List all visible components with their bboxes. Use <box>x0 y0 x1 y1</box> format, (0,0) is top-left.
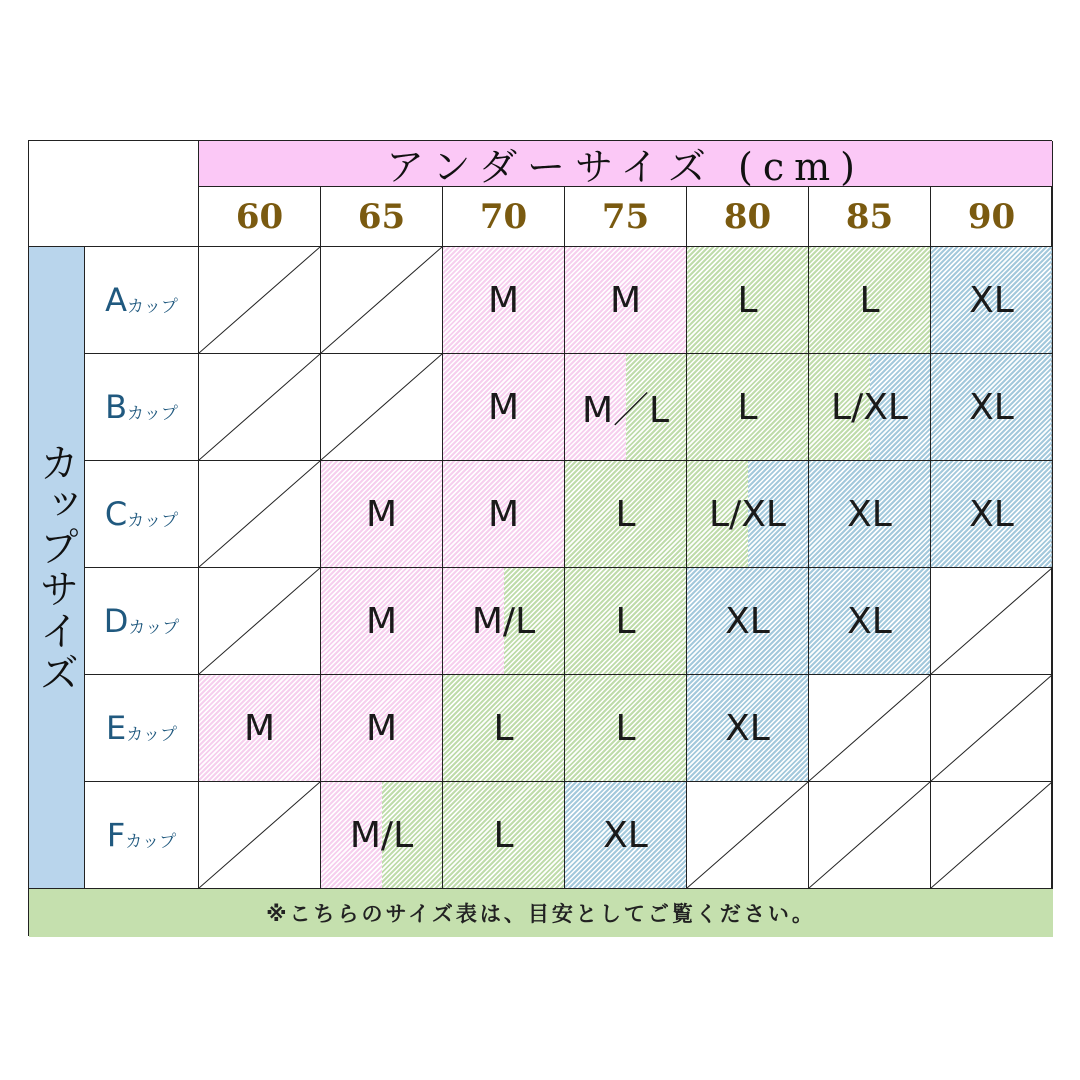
size-cell-a-75 <box>565 247 687 354</box>
size-value: L <box>615 493 636 535</box>
size-cell-c-85 <box>809 461 931 568</box>
cup-label-a <box>85 247 199 354</box>
size-cell-e-70 <box>443 675 565 782</box>
size-value: M <box>609 279 642 321</box>
empty-cell-b-65 <box>321 354 443 461</box>
size-value: L <box>493 707 514 749</box>
size-value: XL <box>847 493 892 535</box>
size-value: XL <box>969 493 1014 535</box>
cup-suffix: カップ <box>128 617 180 638</box>
size-value: L <box>493 814 514 856</box>
size-value: L/XL <box>831 386 908 428</box>
size-value: M <box>365 493 398 535</box>
size-cell-c-90 <box>931 461 1053 568</box>
size-value: XL <box>969 279 1014 321</box>
empty-cell-e-90 <box>931 675 1053 782</box>
size-value: M <box>365 600 398 642</box>
size-cell-f-70 <box>443 782 565 889</box>
size-value: M <box>487 493 520 535</box>
cup-suffix: カップ <box>126 724 178 745</box>
cup-size-title: カップサイズ <box>29 247 85 889</box>
under-size-75: 75 <box>565 187 687 247</box>
size-value: L <box>615 707 636 749</box>
size-cell-a-85 <box>809 247 931 354</box>
size-cell-e-75 <box>565 675 687 782</box>
not-available-slash <box>321 354 442 460</box>
size-cell-b-90 <box>931 354 1053 461</box>
size-cell-b-70 <box>443 354 565 461</box>
corner-cell <box>29 141 199 247</box>
not-available-slash <box>809 675 930 781</box>
size-cell-c-65 <box>321 461 443 568</box>
size-cell-d-65 <box>321 568 443 675</box>
cup-letter: F <box>106 816 126 854</box>
size-value: L <box>859 279 880 321</box>
size-cell-a-70 <box>443 247 565 354</box>
size-value: M <box>243 707 276 749</box>
size-value: M <box>487 386 520 428</box>
empty-cell-a-60 <box>199 247 321 354</box>
size-value: L <box>737 279 758 321</box>
not-available-slash <box>931 675 1052 781</box>
size-value: M <box>487 279 520 321</box>
cup-suffix: カップ <box>127 510 179 531</box>
cup-label-e <box>85 675 199 782</box>
size-cell-d-85 <box>809 568 931 675</box>
size-cell-e-60 <box>199 675 321 782</box>
size-value: M <box>365 707 398 749</box>
cup-suffix: カップ <box>125 831 177 852</box>
empty-cell-f-80 <box>687 782 809 889</box>
size-cell-f-75 <box>565 782 687 889</box>
size-cell-d-75 <box>565 568 687 675</box>
empty-cell-f-90 <box>931 782 1053 889</box>
cup-letter: B <box>105 388 128 426</box>
under-size-80: 80 <box>687 187 809 247</box>
cup-letter: D <box>103 602 129 640</box>
size-value: XL <box>969 386 1014 428</box>
size-chart <box>28 140 1052 936</box>
cup-label-d <box>85 568 199 675</box>
under-size-65: 65 <box>321 187 443 247</box>
size-cell-f-65 <box>321 782 443 889</box>
not-available-slash <box>199 354 320 460</box>
size-value: M/L <box>471 600 536 642</box>
under-size-60: 60 <box>199 187 321 247</box>
size-cell-b-75 <box>565 354 687 461</box>
empty-cell-f-85 <box>809 782 931 889</box>
not-available-slash <box>931 568 1052 674</box>
empty-cell-f-60 <box>199 782 321 889</box>
size-value: XL <box>847 600 892 642</box>
size-cell-c-75 <box>565 461 687 568</box>
cup-letter: C <box>104 495 128 533</box>
cup-letter: A <box>105 281 128 319</box>
size-value: XL <box>725 707 770 749</box>
size-value: M/L <box>349 814 414 856</box>
not-available-slash <box>687 782 808 888</box>
size-cell-b-80 <box>687 354 809 461</box>
size-value: XL <box>725 600 770 642</box>
cup-suffix: カップ <box>127 403 178 424</box>
size-value: L <box>737 386 758 428</box>
not-available-slash <box>199 568 320 674</box>
size-value: L <box>615 600 636 642</box>
not-available-slash <box>321 247 442 353</box>
size-cell-c-70 <box>443 461 565 568</box>
not-available-slash <box>199 782 320 888</box>
under-size-title: アンダーサイズ (cm) <box>199 141 1053 187</box>
empty-cell-e-85 <box>809 675 931 782</box>
size-cell-b-85 <box>809 354 931 461</box>
cup-letter: E <box>105 709 127 747</box>
empty-cell-d-90 <box>931 568 1053 675</box>
empty-cell-c-60 <box>199 461 321 568</box>
size-value: M／L <box>581 389 670 431</box>
empty-cell-b-60 <box>199 354 321 461</box>
cup-label-c <box>85 461 199 568</box>
cup-label-f <box>85 782 199 889</box>
size-value: L/XL <box>709 493 786 535</box>
size-cell-e-65 <box>321 675 443 782</box>
size-cell-d-80 <box>687 568 809 675</box>
size-chart-note: ※こちらのサイズ表は、目安としてご覧ください。 <box>29 889 1053 937</box>
under-size-90: 90 <box>931 187 1053 247</box>
size-cell-c-80 <box>687 461 809 568</box>
under-size-85: 85 <box>809 187 931 247</box>
size-cell-e-80 <box>687 675 809 782</box>
under-size-70: 70 <box>443 187 565 247</box>
empty-cell-d-60 <box>199 568 321 675</box>
size-value: XL <box>603 814 648 856</box>
empty-cell-a-65 <box>321 247 443 354</box>
not-available-slash <box>199 247 320 353</box>
cup-label-b <box>85 354 199 461</box>
not-available-slash <box>809 782 930 888</box>
size-cell-a-90 <box>931 247 1053 354</box>
size-cell-d-70 <box>443 568 565 675</box>
not-available-slash <box>931 782 1052 888</box>
size-cell-a-80 <box>687 247 809 354</box>
not-available-slash <box>199 461 320 567</box>
cup-suffix: カップ <box>127 296 178 317</box>
